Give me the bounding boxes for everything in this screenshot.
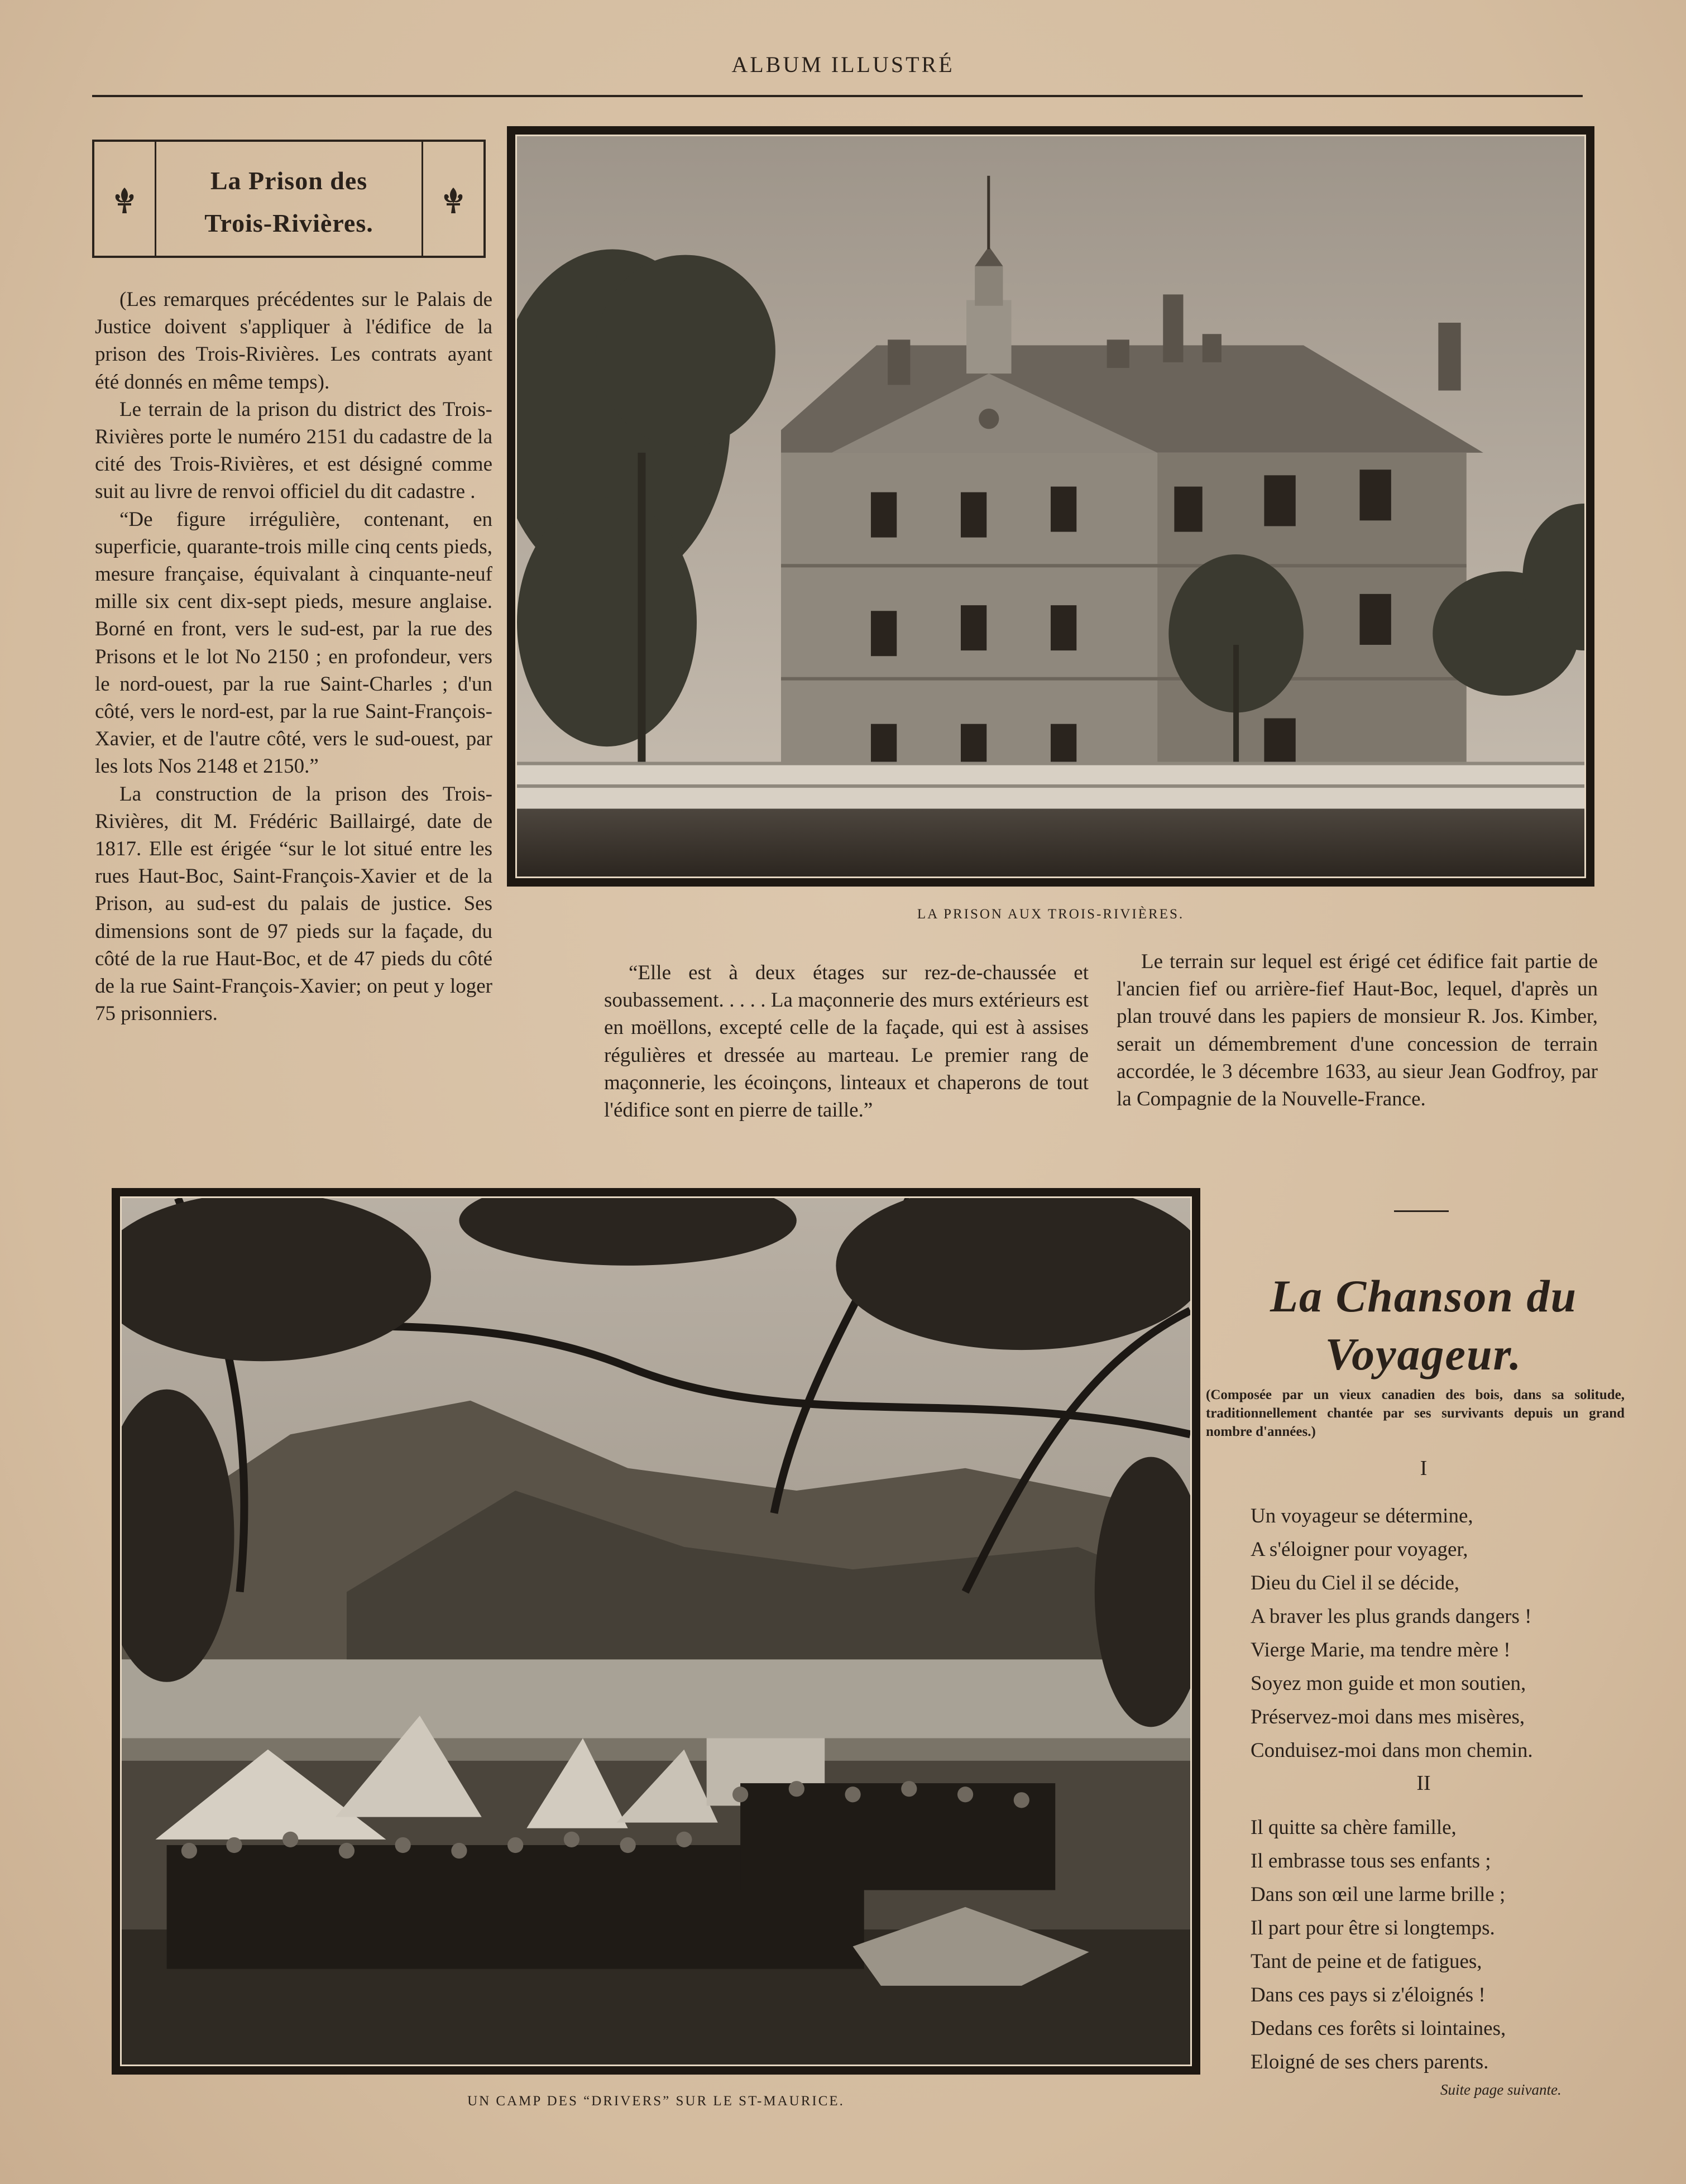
song-title: La Chanson du Voyageur. xyxy=(1270,1271,1578,1380)
article-title-line-2: Trois-Rivières. xyxy=(204,209,373,237)
song-note: (Composée par un vieux canadien des bois, dans sa solitude, traditionnellement chantée par ses survivants depuis un grand nombre d'années.) xyxy=(1206,1387,1625,1439)
stanza-1 xyxy=(1251,1500,1641,1768)
title-box-left-panel xyxy=(94,142,156,256)
verse-line: A s'éloigner pour voyager, xyxy=(1251,1538,1468,1561)
verse-line: Dans son œil une larme brille ; xyxy=(1251,1883,1506,1906)
verse-line: Dieu du Ciel il se décide, xyxy=(1251,1572,1460,1594)
stanza-number: I xyxy=(1420,1457,1428,1480)
article-title-line-1: La Prison des xyxy=(210,166,368,195)
verse-line: Dedans ces forêts si lointaines, xyxy=(1251,2017,1506,2040)
drivers-camp-image xyxy=(122,1198,1190,2065)
verse-line: Il quitte sa chère famille, xyxy=(1251,1816,1457,1839)
section-divider xyxy=(1394,1210,1449,1212)
prison-building-image xyxy=(517,136,1584,877)
stanza-2 xyxy=(1251,1811,1641,2079)
fleur-de-lis-icon xyxy=(441,186,466,214)
verse-line: Vierge Marie, ma tendre mère ! xyxy=(1251,1639,1511,1661)
paragraph: “De figure irrégulière, contenant, en superficie, quarante-trois mille cinq cents pieds, mesure française, équivalant à cinquante-neuf mille six cent dix-sept pieds, mesure anglaise. Borné en front, vers le sud-est, par la rue des Prisons et le lot No 2150 ; en profondeur, vers le nord-ouest, par la rue Saint-Charles ; d'un côté, vers le nord-est, par la rue Saint-François-Xavier, et de l'autre côté, vers le sud-ouest, par les lots Nos 2148 et 2150.” xyxy=(95,507,492,778)
paragraph: Le terrain sur lequel est érigé cet édifice fait partie de l'ancien fief ou arrière-fief Haut-Boc, lequel, d'après un plan trouvé dans les papiers de monsieur R. Jos. Kimber, serait un démembrement d'une concession de terrain accordée, le 3 décembre 1633, au sieur Jean Godfroy, par la Compagnie de la Nouvelle-France. xyxy=(1117,950,1598,1111)
verse-line: Tant de peine et de fatigues, xyxy=(1251,1950,1482,1973)
paragraph: (Les remarques précédentes sur le Palais de Justice doivent s'appliquer à l'édifice de la prison des Trois-Rivières. Les contrats ayant été donnés en même temps). xyxy=(95,288,492,394)
stanza-number: II xyxy=(1416,1771,1431,1795)
article-column-1 xyxy=(95,286,492,1027)
verse-line: Eloigné de ses chers parents. xyxy=(1251,2051,1489,2073)
title-box-right-panel xyxy=(422,142,483,256)
verse-line: Un voyageur se détermine, xyxy=(1251,1505,1473,1527)
verse-line: Conduisez-moi dans mon chemin. xyxy=(1251,1739,1533,1762)
prison-photo-caption: LA PRISON AUX TROIS-RIVIÈRES. xyxy=(917,907,1185,922)
article-column-3 xyxy=(1117,948,1598,1113)
verse-line: Il part pour être si longtemps. xyxy=(1251,1917,1495,1939)
prison-photograph xyxy=(507,126,1594,887)
verse-line: Soyez mon guide et mon soutien, xyxy=(1251,1672,1526,1695)
verse-line: A braver les plus grands dangers ! xyxy=(1251,1605,1532,1628)
article-title-box xyxy=(92,140,486,258)
header-rule xyxy=(92,95,1583,97)
paragraph: Le terrain de la prison du district des Trois-Rivières porte le numéro 2151 du cadastre de la cité des Trois-Rivières, et est désigné comme suit au livre de renvoi officiel du dit cadastre . xyxy=(95,397,492,504)
verse-line: Préservez-moi dans mes misères, xyxy=(1251,1706,1525,1728)
camp-photograph xyxy=(112,1188,1200,2075)
article-title xyxy=(155,160,423,245)
article-column-2 xyxy=(604,959,1089,1124)
paragraph: La construction de la prison des Trois-Rivières, dit M. Frédéric Baillairgé, date de 1817. Elle est érigée “sur le lot situé entre les rues Haut-Boc, Saint-François-Xavier et de la Prison, au sud-est du palais de justice. Ses dimensions sont de 97 pieds sur la façade, du côté de la rue Haut-Boc, et de 47 pieds du côté de la rue Saint-François-Xavier; on peut y loger 75 prisonniers. xyxy=(95,782,492,1026)
continued-note: Suite page suivante. xyxy=(1440,2081,1562,2098)
camp-photo-caption: UN CAMP DES “DRIVERS” SUR LE ST-MAURICE. xyxy=(467,2094,845,2109)
fleur-de-lis-icon xyxy=(112,186,137,214)
paragraph: “Elle est à deux étages sur rez-de-chaussée et soubassement. . . . . La maçonnerie des murs extérieurs est en moëllons, excepté celle de la façade, qui est à assises régulières et dressée au marteau. Le premier rang de maçonnerie, les écoinçons, linteaux et chaperons de tout l'édifice sont en pierre de taille.” xyxy=(604,961,1089,1122)
verse-line: Dans ces pays si z'éloignés ! xyxy=(1251,1984,1486,2006)
running-head: ALBUM ILLUSTRÉ xyxy=(731,52,955,77)
verse-line: Il embrasse tous ses enfants ; xyxy=(1251,1850,1491,1872)
